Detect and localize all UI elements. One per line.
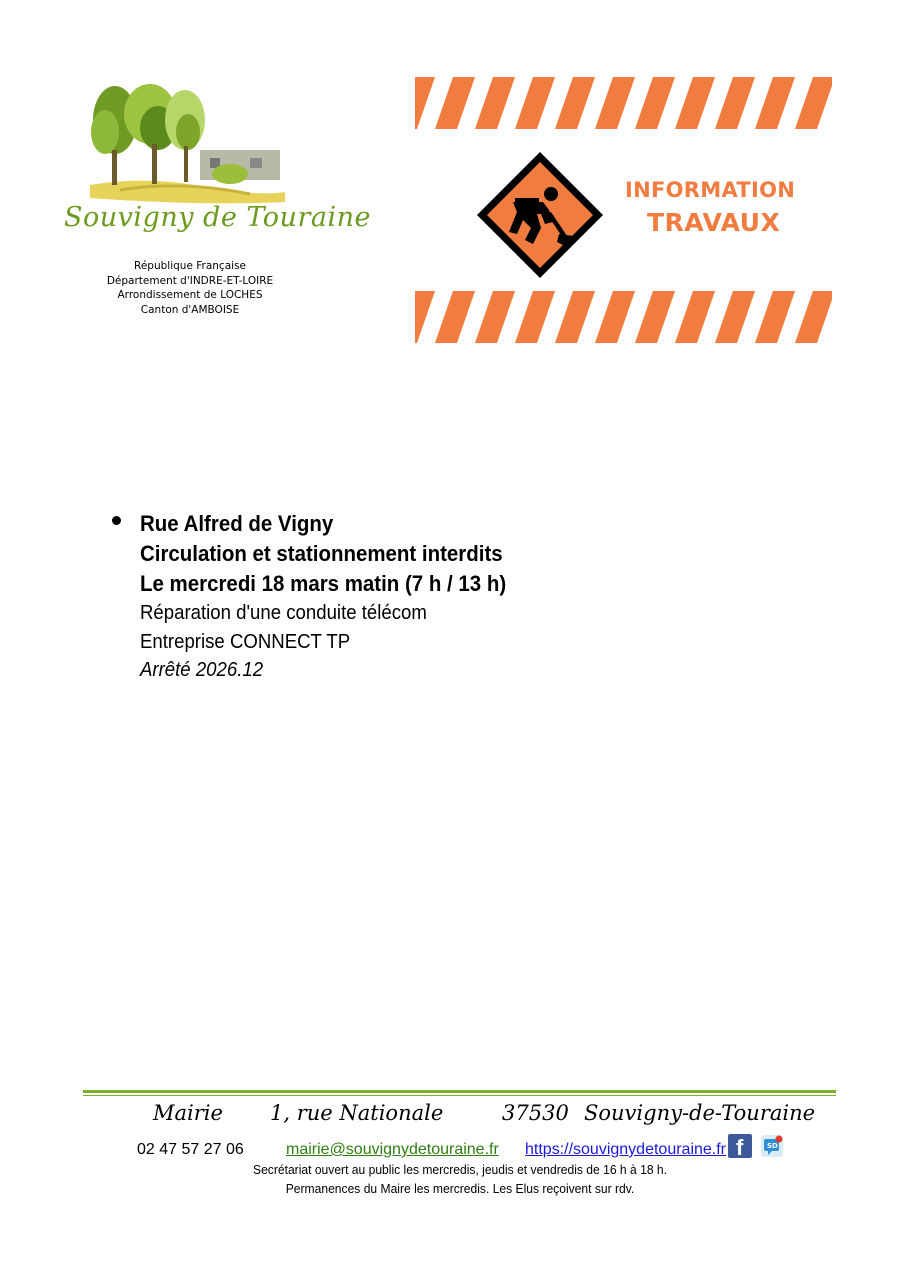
footer-mairie: Mairie [153,1101,223,1125]
village-trees-logo-icon [60,80,320,210]
footer-opening-hours: Secrétariat ouvert au public les mercredis, jeudis et vendredis de 16 h à 18 h. [253,1162,667,1177]
municipal-logo [60,80,371,260]
footer-town: Souvigny-de-Touraine [584,1101,816,1125]
admin-line-canton: Canton d'AMBOISE [140,303,240,316]
admin-line-department: Département d'INDRE-ET-LOIRE [106,274,274,287]
hazard-stripes-top [415,77,832,129]
hazard-stripes-bottom [415,291,832,343]
notice-work-description: Réparation d'une conduite télécom [140,602,427,624]
notice-decree: Arrêté 2026.12 [140,659,264,681]
footer-rule [83,1090,836,1093]
notice-date: Le mercredi 18 mars matin (7 h / 13 h) [140,571,507,596]
footer-address: 1, rue Nationale [270,1101,444,1125]
banner-title-information: INFORMATION [625,178,796,202]
notice-company: Entreprise CONNECT TP [140,630,351,653]
footer-website-link[interactable]: https://souvignydetouraine.fr [525,1141,727,1158]
works-information-banner [415,77,832,344]
footer-rule-thin [83,1095,836,1096]
footer-email-link[interactable]: mairie@souvignydetouraine.fr [286,1141,499,1158]
notice-restriction: Circulation et stationnement interdits [140,541,503,566]
admin-line-republic: République Française [134,260,246,272]
facebook-icon[interactable]: f [728,1134,752,1158]
svg-text:SD: SD [767,1142,778,1150]
banner-title-travaux: TRAVAUX [647,208,781,237]
mobile-app-icon[interactable] [760,1134,784,1158]
footer-phone: 02 47 57 27 06 [137,1141,244,1158]
bullet-point [112,516,121,525]
roadworks-sign-icon [475,150,605,280]
logo-town-name: Souvigny de Touraine [64,202,371,233]
footer-postcode: 37530 [502,1101,569,1125]
footer-permanences: Permanences du Maire les mercredis. Les Elus reçoivent sur rdv. [285,1181,635,1196]
works-notice [112,509,812,685]
notice-street: Rue Alfred de Vigny [140,511,334,536]
administrative-header [70,259,310,317]
admin-line-arrondissement: Arrondissement de LOCHES [117,289,263,302]
